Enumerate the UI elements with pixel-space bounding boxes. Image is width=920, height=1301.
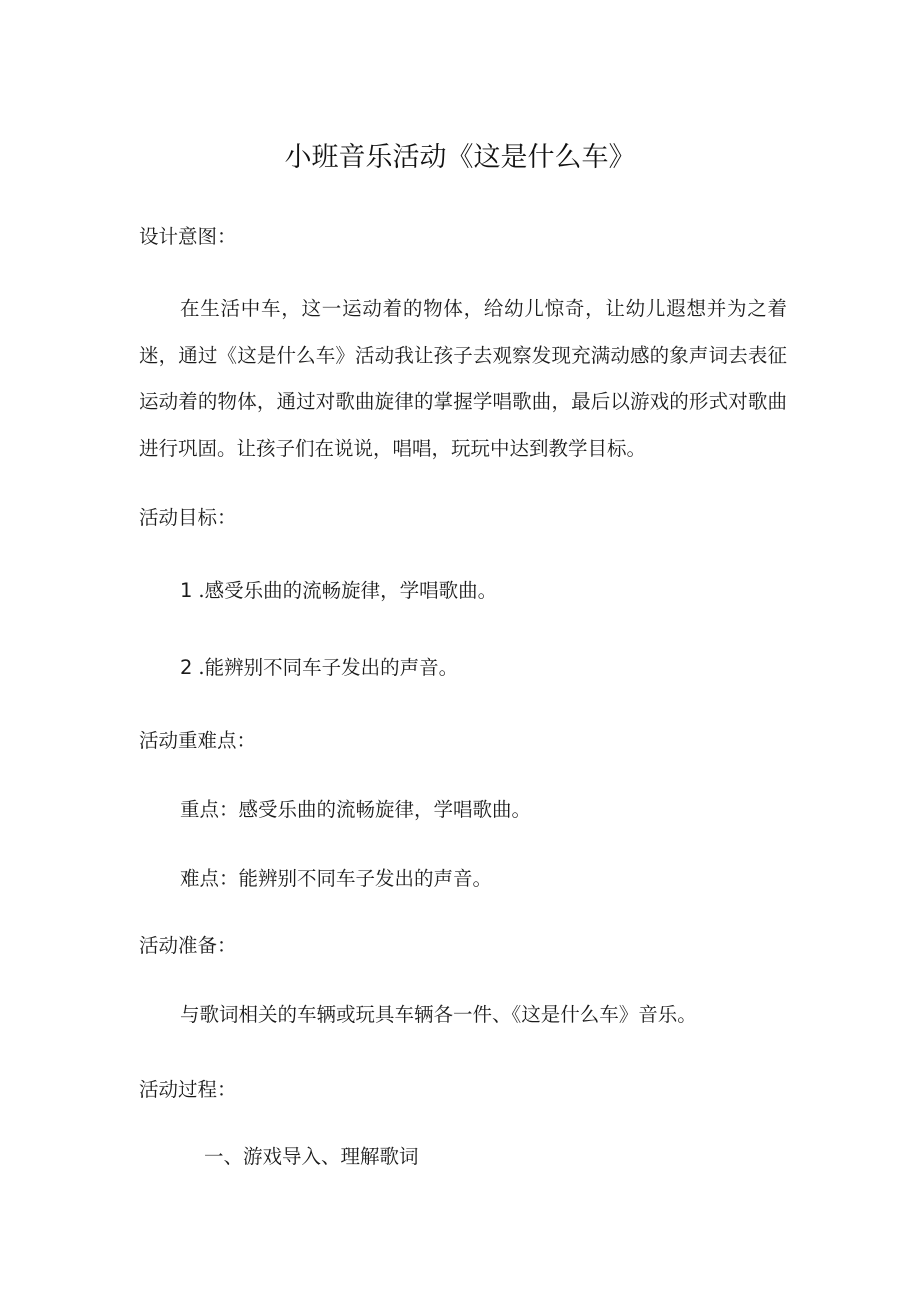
goal-item-1-number: 1 — [180, 579, 199, 602]
key-points-heading: 活动重难点： — [139, 729, 257, 752]
difficulty-text: 难点：能辨别不同车子发出的声音。 — [180, 867, 493, 890]
key-point-text: 重点：感受乐曲的流畅旋律，学唱歌曲。 — [180, 798, 532, 821]
goal-item-1 — [180, 576, 497, 606]
goal-item-1-text: .感受乐曲的流畅旋律，学唱歌曲。 — [198, 579, 498, 602]
process-step-1: 一、游戏导入、理解歌词 — [204, 1145, 419, 1168]
preparation-text: 与歌词相关的车辆或玩具车辆各一件、《这是什么车》音乐。 — [180, 1003, 697, 1026]
goal-item-2-number: 2 — [180, 656, 199, 679]
goal-item-2-text: .能辨别不同车子发出的声音。 — [198, 656, 459, 679]
design-intent-paragraph: 在生活中车，这一运动着的物体，给幼儿惊奇，让幼儿遐想并为之着迷，通过《这是什么车》活动我让孩子去观察发现充满动感的象声词去表征运动着的物体，通过对歌曲旋律的掌握学唱歌曲，最后以游戏的形式对歌曲进行巩固。让孩子们在说说，唱唱，玩玩中达到教学目标。 — [139, 297, 787, 460]
preparation-heading: 活动准备： — [139, 934, 237, 957]
process-heading: 活动过程： — [139, 1078, 237, 1101]
goal-item-2 — [180, 653, 458, 683]
document-title: 小班音乐活动《这是什么车》 — [284, 142, 636, 173]
goals-heading: 活动目标： — [139, 506, 237, 529]
design-intent-heading: 设计意图： — [139, 225, 237, 248]
